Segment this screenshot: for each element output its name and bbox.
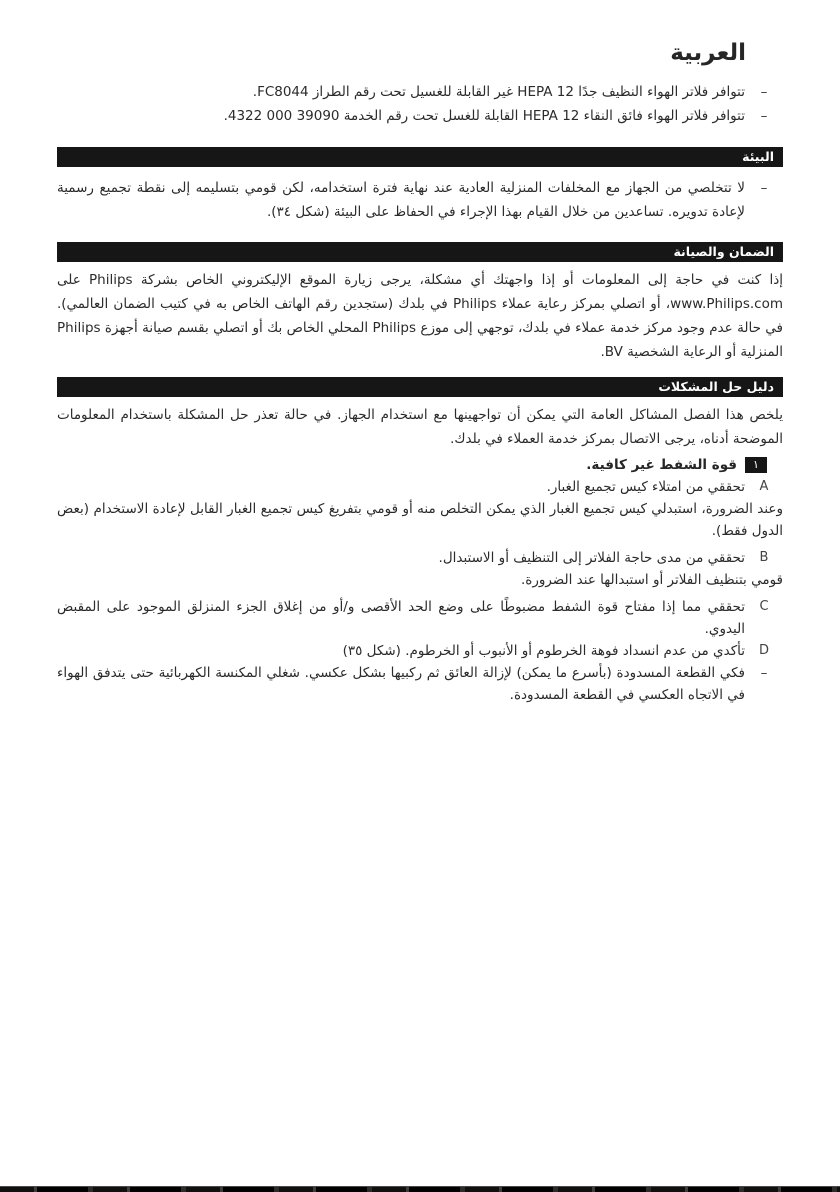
dash-marker: – — [760, 108, 768, 124]
troubleshoot-step — [57, 596, 783, 640]
list-item-text: تتوافر فلاتر الهواء فائق النقاء HEPA 12 القابلة للغسل تحت رقم الخدمة ‪4322 000 39090‬. — [223, 108, 745, 124]
dash-marker: – — [760, 180, 768, 196]
step-marker: B — [759, 550, 769, 565]
step-text: تأكدي من عدم انسداد فوهة الخرطوم أو الأنبوب أو الخرطوم. (شكل ٣٥) — [342, 643, 745, 659]
environment-bullet — [57, 176, 783, 224]
step-marker: C — [759, 599, 769, 614]
troubleshooting-intro: يلخص هذا الفصل المشاكل العامة التي يمكن أن تواجهينها مع استخدام الجهاز. في حالة تعذر حل المشكلة باستخدام المعلومات الموضحة أدناه، يرجى الاتصال بمركز خدمة العملاء في بلدك. — [57, 407, 783, 447]
problem-title: قوة الشفط غير كافية. — [586, 457, 737, 473]
step-text: تحققي مما إذا مفتاح قوة الشفط مضبوطًا على وضع الحد الأقصى و/أو من إغلاق الجزء المنزلق الموجود على المقبض اليدوي. — [57, 599, 745, 637]
environment-text: لا تتخلصي من الجهاز مع المخلفات المنزلية العادية عند نهاية فترة استخدامه، لكن قومي بتسليمه إلى نقطة تجميع رسمية لإعادة تدويره. تساعدين من خلال القيام بهذا الإجراء في الحفاظ على البيئة (شكل ٣٤). — [57, 180, 745, 220]
problem-number-badge: ١ — [745, 457, 767, 473]
step-text: فكي القطعة المسدودة (بأسرع ما يمكن) لإزالة العائق ثم ركبيها بشكل عكسي. شغلي المكنسة الكهربائية حتى يتدفق الهواء في الاتجاه العكسي في القطعة المسدودة. — [57, 665, 745, 703]
list-item — [57, 104, 783, 128]
step-marker: D — [758, 643, 769, 658]
document-content — [57, 38, 783, 706]
scan-edge-artifact — [0, 1186, 840, 1192]
troubleshoot-step — [57, 640, 783, 662]
page-title: العربية — [670, 40, 746, 66]
list-item-text: تتوافر فلاتر الهواء النظيف جدًا HEPA 12 غير القابلة للغسيل تحت رقم الطراز FC8044. — [252, 84, 745, 100]
section-header-guarantee: الضمان والصيانة — [57, 242, 783, 262]
problem-heading — [57, 454, 783, 476]
step-text: تحققي من مدى حاجة الفلاتر إلى التنظيف أو الاستبدال. — [438, 550, 745, 566]
dash-marker: – — [760, 665, 768, 681]
step-text: تحققي من امتلاء كيس تجميع الغبار. — [546, 479, 745, 495]
troubleshoot-step — [57, 547, 783, 569]
list-item — [57, 80, 783, 104]
troubleshoot-step — [57, 662, 783, 706]
troubleshoot-step — [57, 476, 783, 498]
dash-marker: – — [760, 84, 768, 100]
step-note: وعند الضرورة، استبدلي كيس تجميع الغبار الذي يمكن التخلص منه أو قومي بتفريغ كيس تجميع الغبار القابل لإعادة الاستخدام (بعض الدول فقط). — [57, 501, 783, 539]
guarantee-paragraph: إذا كنت في حاجة إلى المعلومات أو إذا واجهتك أي مشكلة، يرجى زيارة الموقع الإليكتروني الخاص بشركة Philips على www.Philips.com، أو اتصلي بمركز رعاية عملاء Philips في بلدك (ستجدين رقم الهاتف الخاص به في كتيب الضمان العالمي). في حالة عدم وجود مركز خدمة عملاء في بلدك، توجهي إلى موزع Philips المحلي الخاص بك أو اتصلي بقسم صيانة أجهزة Philips المنزلية أو الرعاية الشخصية BV. — [57, 272, 784, 360]
section-header-troubleshooting: دليل حل المشكلات — [57, 377, 783, 397]
section-header-environment: البيئة — [57, 147, 783, 167]
filter-info-list — [57, 80, 783, 128]
step-note: قومي بتنظيف الفلاتر أو استبدالها عند الضرورة. — [520, 572, 783, 588]
troubleshooting-steps — [57, 476, 783, 706]
step-marker: A — [759, 479, 769, 494]
